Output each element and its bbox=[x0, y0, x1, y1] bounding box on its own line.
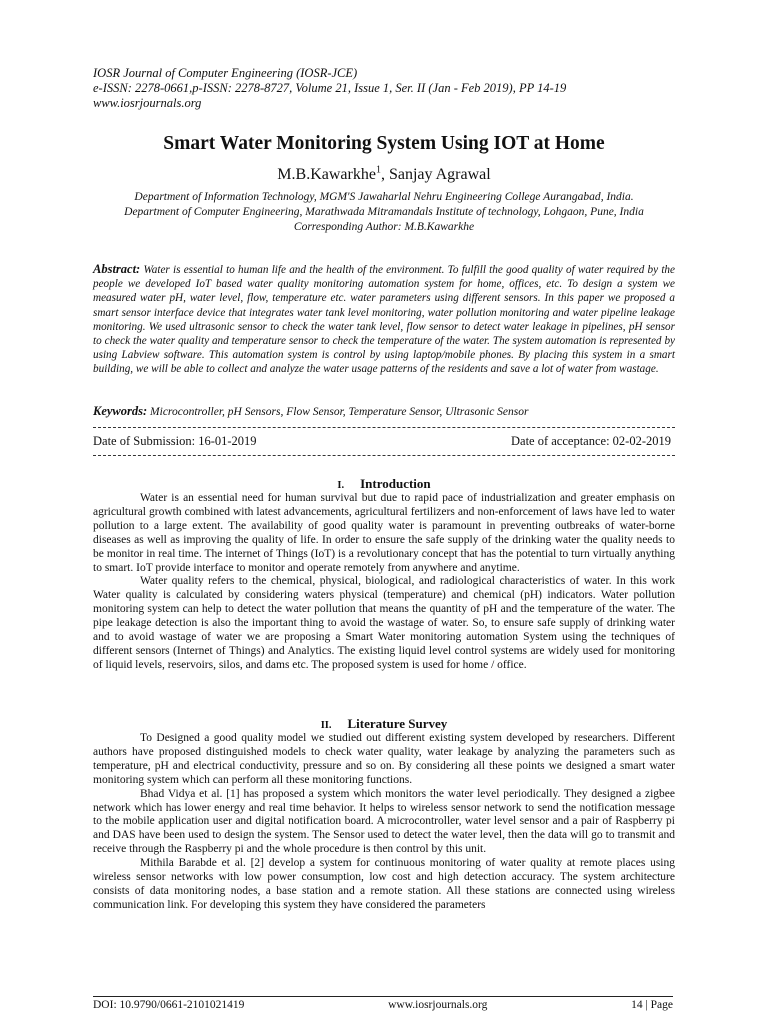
section-number: I. bbox=[337, 480, 345, 491]
author-1: M.B.Kawarkhe bbox=[277, 166, 376, 183]
page-footer bbox=[93, 996, 673, 1011]
footer-doi: DOI: 10.9790/0661-2101021419 bbox=[93, 999, 245, 1011]
affiliation-1-college: MGM'S Jawaharlal Nehru Engineering College Aurangabad bbox=[319, 191, 601, 203]
dashed-divider-top bbox=[93, 427, 675, 428]
author-separator: , bbox=[380, 166, 389, 183]
paragraph: To Designed a good quality model we studied out different existing system developed by researchers. Different authors have proposed distinguished models to check water quality, water leakage by analyzing the parameters such as temperature, pH and electrical conductivity, pressure and so on. By considering all these points we designed a smart water monitoring system which can perform all these monitoring functions. bbox=[93, 732, 675, 786]
footer-website[interactable]: www.iosrjournals.org bbox=[388, 999, 488, 1011]
author-line bbox=[0, 166, 768, 184]
abstract bbox=[93, 262, 675, 377]
keywords-text: Microcontroller, pH Sensors, Flow Sensor, Temperature Sensor, Ultrasonic Sensor bbox=[150, 406, 529, 418]
paragraph: Water is an essential need for human survival but due to rapid pace of industrialization and greater emphasis on agricultural growth combined with latest advancements, agricultural fertilizers and non-enforcement of laws have led to water pollution to a large extent. The availability of good quality water is paramount in preventing outbreaks of water-borne diseases as well as improving the quality of life. In order to ensure the safe supply of the drinking water the quality needs to be monitor in real time. The internet of Things (IoT) is a revolutionary concept that has the potential to turn virtually anything to smart. IoT provide interface to monitor and operate remotely from anywhere and anytime. bbox=[93, 492, 675, 574]
section-heading-introduction bbox=[0, 476, 768, 492]
section-heading-literature-survey bbox=[0, 716, 768, 732]
section-title: Introduction bbox=[360, 476, 431, 491]
footer-page-number: 14 | Page bbox=[631, 999, 673, 1011]
dashed-divider-bottom bbox=[93, 455, 675, 456]
paragraph: Bhad Vidya et al. [1] has proposed a system which monitors the water level periodically. They designed a zigbee network which has lower energy and real time behavior. It helps to wireless sensor network to send the notification message to the mobile application user and digital notification board. A microcontroller, water level sensor and a pair of Raspberry pi and DAS have been used to design the system. The Sensor used to detect the water level, then the data will go to transmit and receive through the Raspberry pi and the whole procedure is then control by this unit. bbox=[93, 787, 675, 856]
affiliation-1-end: , India. bbox=[600, 191, 634, 203]
author-2: Sanjay Agrawal bbox=[388, 166, 491, 183]
keywords-label: Keywords: bbox=[93, 404, 148, 418]
keywords bbox=[93, 404, 675, 419]
abstract-text: Water is essential to human life and the health of the environment. To fulfill the good quality of water required by the people we developed IoT based water quality monitoring automation system for home, offices, etc. To design a system we measured water pH, water level, flow, temperature etc. water parameters using different sensors. In this paper we proposed a smart sensor interface device that integrates water tank level monitoring, water pollution monitoring and water pipeline leakage monitoring. We used ultrasonic sensor to check the water tank level, flow sensor to detect water leakage in pipelines, pH sensor to check the water quality and temperature sensor to check the temperature of the water. The system automation is represented by using Labview software. This automation system is control by using laptop/mobile phones. By placing this system in a smart building, we will be able to collect and analyze the water usage patterns of the residents and save a lot of water from wastage. bbox=[93, 264, 675, 376]
acceptance-date: Date of acceptance: 02-02-2019 bbox=[511, 434, 671, 448]
affiliation-2: Department of Computer Engineering, Marathwada Mitramandals Institute of technology, Lohgaon, Pune, India bbox=[124, 206, 644, 218]
paragraph: Mithila Barabde et al. [2] develop a system for continuous monitoring of water quality at remote places using wireless sensor networks with low power consumption, low cost and high detection accuracy. The system architecture consists of data monitoring nodes, a base station and a remote station. All these stations are connected using wireless communication link. For developing this system they have considered the parameters bbox=[93, 857, 675, 911]
corresponding-author: Corresponding Author: M.B.Kawarkhe bbox=[293, 221, 475, 233]
affiliations bbox=[93, 190, 675, 235]
literature-survey-body bbox=[93, 732, 675, 913]
section-title: Literature Survey bbox=[347, 716, 448, 731]
section-number: II. bbox=[320, 720, 332, 731]
journal-website[interactable]: www.iosrjournals.org bbox=[93, 96, 202, 110]
paragraph: Water quality refers to the chemical, physical, biological, and radiological characteristics of water. In this work Water quality is calculated by considering waters physical (temperature) and chemical (pH) indicators. Water pollution monitoring system can help to detect the water pollution that means the quantity of pH and the temperature of the water. The pipe leakage detection is also the important thing to avoid the wastage of water. So, to ensure safe supply of drinking water and to avoid wastage of water we are proposing a Smart Water monitoring automation System using the techniques of different sensors (Internet of Things) and Analytics. The existing liquid level control systems are widely used for monitoring of liquid levels, reservoirs, silos, and dams etc. The proposed system is used for home / office. bbox=[93, 575, 675, 671]
paper-title: Smart Water Monitoring System Using IOT at Home bbox=[163, 133, 605, 154]
journal-header bbox=[93, 66, 566, 111]
issn-line: e-ISSN: 2278-0661,p-ISSN: 2278-8727, Volume 21, Issue 1, Ser. II (Jan - Feb 2019), PP 14-19 bbox=[93, 81, 567, 95]
affiliation-1-dept: Department of Information Technology, bbox=[134, 191, 317, 203]
author-1-affiliation-mark: 1 bbox=[375, 164, 381, 176]
affiliation-1 bbox=[93, 190, 675, 205]
abstract-label: Abstract: bbox=[93, 262, 141, 276]
submission-date: Date of Submission: 16-01-2019 bbox=[93, 434, 257, 448]
dates-row bbox=[93, 434, 671, 449]
journal-name: IOSR Journal of Computer Engineering (IOSR-JCE) bbox=[93, 66, 358, 80]
introduction-body bbox=[93, 492, 675, 673]
